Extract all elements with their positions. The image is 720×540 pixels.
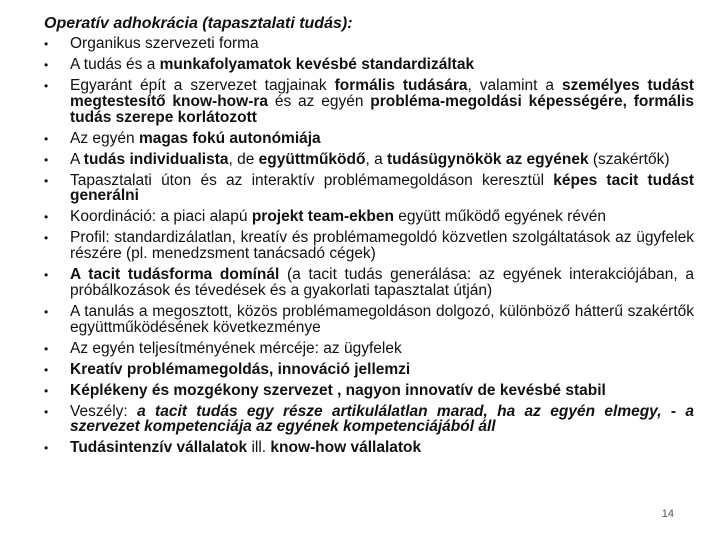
bullet-list bbox=[44, 36, 694, 456]
bullet-item bbox=[44, 152, 694, 168]
bullet-text-segment: , a bbox=[365, 150, 387, 168]
bullet-item bbox=[44, 404, 694, 436]
bullet-text-segment: együttműködő bbox=[258, 150, 366, 168]
bullet-item bbox=[44, 267, 694, 299]
bullet-item bbox=[44, 209, 694, 225]
bullet-text-segment: Az egyén teljesítményének mércéje: az ügyfelek bbox=[70, 339, 402, 357]
slide-content bbox=[44, 14, 694, 461]
bullet-text-segment: Veszély: bbox=[70, 402, 138, 420]
bullet-text-segment: Profil: standardizálatlan, kreatív és problémamegoldó közvetlen szolgáltatások az ügyfelek részére (pl. menedzsment tanácsadó cégek) bbox=[70, 229, 694, 263]
bullet-text-segment: Tapasztalati úton és az interaktív problémamegoldáson keresztül bbox=[70, 171, 554, 189]
bullet-item bbox=[44, 131, 694, 147]
bullet-text-segment: Kreatív problémamegoldás, innováció jellemzi bbox=[70, 360, 411, 378]
bullet-text-segment: A bbox=[70, 150, 84, 168]
bullet-text-segment: know-how vállalatok bbox=[270, 439, 422, 457]
bullet-item bbox=[44, 78, 694, 125]
bullet-text-segment: tudásügynökök az egyének bbox=[387, 150, 589, 168]
bullet-text-segment: ill. bbox=[247, 439, 271, 457]
bullet-item bbox=[44, 362, 694, 378]
bullet-text-segment: , de bbox=[228, 150, 259, 168]
bullet-text-segment: magas fokú autonómiája bbox=[138, 129, 321, 147]
bullet-text-segment: együtt működő egyének révén bbox=[393, 208, 606, 226]
bullet-text-segment: Organikus szervezeti forma bbox=[70, 35, 259, 52]
bullet-text-segment: formális tudására bbox=[334, 76, 468, 94]
bullet-item bbox=[44, 383, 694, 399]
bullet-text-segment: Koordináció: a piaci alapú bbox=[70, 208, 252, 226]
bullet-text-segment: személyes tudást megtestesítő know-how-ra bbox=[70, 76, 695, 110]
bullet-text-segment: Egyaránt épít a szervezet tagjainak bbox=[70, 76, 335, 94]
bullet-text-segment: képes tacit tudást generálni bbox=[70, 171, 694, 205]
slide-title: Operatív adhokrácia (tapasztalati tudás): bbox=[44, 15, 353, 32]
bullet-text-segment: tudás individualista bbox=[83, 150, 229, 168]
page-number: 14 bbox=[661, 508, 674, 520]
bullet-item bbox=[44, 341, 694, 357]
bullet-text-segment: és az egyén bbox=[268, 92, 371, 110]
bullet-text-segment: projekt team-ekben bbox=[251, 208, 394, 226]
bullet-item bbox=[44, 57, 694, 73]
bullet-text-segment: a tacit tudás egy része artikulálatlan marad, ha az egyén elmegy, - a szervezet kompetenciája az egyének kompetenciájából áll bbox=[70, 402, 695, 436]
bullet-item bbox=[44, 304, 694, 336]
bullet-item bbox=[44, 230, 694, 262]
bullet-text-segment: (a tacit tudás generálása: az egyének interakciójában, a próbálkozások és tévedések és a gyakorlati tapasztalat útján) bbox=[70, 266, 694, 299]
bullet-text-segment: A tacit tudásforma domínál bbox=[70, 266, 280, 284]
bullet-text-segment: (szakértők) bbox=[588, 150, 670, 168]
bullet-text-segment: Képlékeny és mozgékony szervezet , nagyon innovatív de kevésbé stabil bbox=[70, 381, 606, 399]
bullet-text-segment: Az egyén bbox=[70, 129, 139, 147]
bullet-text-segment: A tudás és a bbox=[70, 55, 160, 73]
bullet-text-segment: probléma-megoldási képességére, formális tudás szerepe korlátozott bbox=[70, 92, 695, 126]
bullet-item bbox=[44, 440, 694, 456]
bullet-item bbox=[44, 173, 694, 205]
bullet-text-segment: Tudásintenzív vállalatok bbox=[70, 439, 248, 457]
bullet-item bbox=[44, 36, 694, 52]
bullet-text-segment: , valamint a bbox=[467, 76, 562, 94]
bullet-text-segment: A tanulás a megosztott, közös problémamegoldáson dolgozó, különböző hátterű szakértők együttműködésének következménye bbox=[70, 302, 694, 336]
bullet-text-segment: munkafolyamatok kevésbé standardizáltak bbox=[159, 55, 475, 73]
